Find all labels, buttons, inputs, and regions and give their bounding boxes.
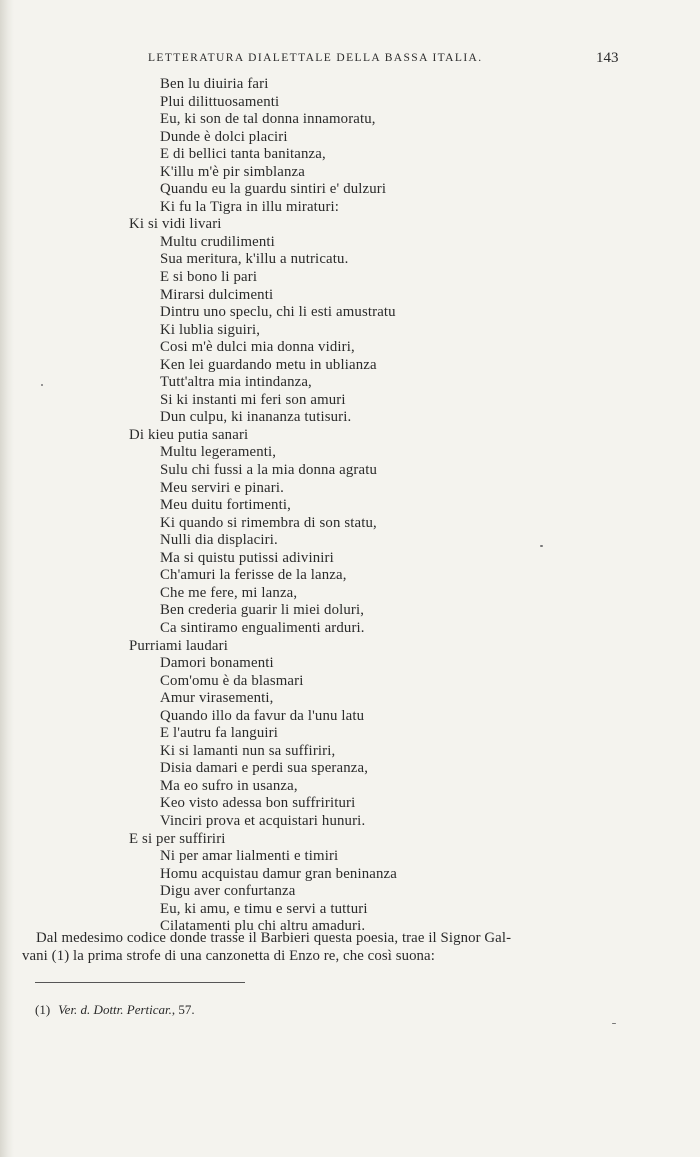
- footnote-marker: (1): [35, 1002, 51, 1017]
- verse-line: Ma si quistu putissi adiviniri: [160, 549, 334, 566]
- verse-line: Quando illo da favur da l'unu latu: [160, 707, 365, 724]
- print-speck: [612, 1023, 616, 1024]
- print-speck: [540, 545, 543, 547]
- stanza-3: [0, 427, 700, 638]
- verse-line: Ca sintiramo engualimenti arduri.: [160, 619, 365, 636]
- verse-line: Ki lublia siguiri,: [160, 321, 261, 338]
- verse-line: Vinciri prova et acquistari hunuri.: [160, 812, 366, 829]
- footnote: [35, 1002, 195, 1018]
- verse-line: Quandu eu la guardu sintiri e' dulzuri: [160, 181, 387, 198]
- verse-line: Ki fu la Tigra in illu miraturi:: [160, 198, 340, 215]
- verse-line: Eu, ki amu, e timu e servi a tutturi: [160, 900, 368, 917]
- verse-line: Ch'amuri la ferisse de la lanza,: [160, 567, 347, 584]
- verse-line: Multu crudilimenti: [160, 233, 275, 250]
- running-header: [0, 52, 700, 72]
- stanza-4: [0, 638, 700, 831]
- verse-line: Meu serviri e pinari.: [160, 479, 284, 496]
- verse-line: E l'autru fa languiri: [160, 725, 278, 742]
- verse-line: Com'omu è da blasmari: [160, 672, 304, 689]
- stanza-2: [0, 216, 700, 427]
- stanza-1: [0, 76, 700, 216]
- prose-line: Dal medesimo codice donde trasse il Barbieri questa poesia, trae il Signor Gal-: [36, 930, 512, 946]
- verse-line: Cosi m'è dulci mia donna vidiri,: [160, 339, 355, 356]
- verse-line: Ben lu diuiria fari: [160, 76, 269, 92]
- running-title: LETTERATURA DIALETTALE DELLA BASSA ITALIA.: [148, 52, 483, 64]
- verse-line: Dintru uno speclu, chi li esti amustratu: [160, 304, 396, 321]
- verse-line: Homu acquistau damur gran beninanza: [160, 865, 397, 882]
- verse-line: Digu aver confurtanza: [160, 883, 296, 900]
- verse-line: Multu legeramenti,: [160, 444, 277, 461]
- verse-line: Ni per amar lialmenti e timiri: [160, 848, 339, 865]
- verse-line: Disia damari e perdi sua speranza,: [160, 760, 369, 777]
- verse-line-lead: Di kieu putia sanari: [129, 426, 249, 443]
- verse-line: Meu duitu fortimenti,: [160, 497, 291, 514]
- verse-line: Mirarsi dulcimenti: [160, 286, 274, 303]
- prose-paragraph: [0, 929, 700, 965]
- footnote-divider: [35, 982, 245, 983]
- verse-line: E di bellici tanta banitanza,: [160, 146, 326, 163]
- verse-line-lead: E si per suffiriri: [129, 830, 226, 847]
- verse-line: K'illu m'è pir simblanza: [160, 163, 305, 180]
- verse-line: Ken lei guardando metu in ublianza: [160, 356, 377, 373]
- verse-line: Ben crederia guarir li miei doluri,: [160, 602, 365, 619]
- verse-line: Tutt'altra mia intindanza,: [160, 374, 312, 391]
- verse-line: Damori bonamenti: [160, 655, 274, 672]
- print-speck: [41, 384, 43, 386]
- footnote-page: , 57.: [171, 1002, 195, 1017]
- verse-line: Keo visto adessa bon suffririturi: [160, 795, 356, 812]
- page-number: 143: [596, 50, 619, 66]
- footnote-citation: Ver. d. Dottr. Perticar.: [58, 1002, 172, 1017]
- prose-line: vani (1) la prima strofe di una canzonetta di Enzo re, che così suona:: [22, 948, 435, 964]
- verse-line: Dunde è dolci placiri: [160, 128, 288, 145]
- verse-line: Si ki instanti mi feri son amuri: [160, 391, 346, 408]
- verse-line-lead: Purriami laudari: [129, 637, 228, 654]
- verse-line: Ki quando si rimembra di son statu,: [160, 514, 377, 531]
- poem: [0, 76, 700, 936]
- verse-line: Nulli dia displaciri.: [160, 532, 278, 549]
- verse-line: Cilatamenti plu chi altru amaduri.: [160, 918, 366, 935]
- verse-line: Ma eo sufro in usanza,: [160, 777, 298, 794]
- verse-line: E si bono li pari: [160, 269, 258, 286]
- verse-line: Plui dilittuosamenti: [160, 93, 280, 110]
- verse-line: Ki si lamanti nun sa suffiriri,: [160, 742, 336, 759]
- verse-line: Amur virasementi,: [160, 690, 274, 707]
- verse-line: Che me fere, mi lanza,: [160, 584, 298, 601]
- verse-line: Eu, ki son de tal donna innamoratu,: [160, 111, 376, 128]
- verse-line-lead: Ki si vidi livari: [129, 216, 222, 233]
- verse-line: Sua meritura, k'illu a nutricatu.: [160, 251, 349, 268]
- verse-line: Dun culpu, ki inananza tutisuri.: [160, 409, 352, 426]
- verse-line: Sulu chi fussi a la mia donna agratu: [160, 462, 378, 479]
- stanza-5: [0, 831, 700, 936]
